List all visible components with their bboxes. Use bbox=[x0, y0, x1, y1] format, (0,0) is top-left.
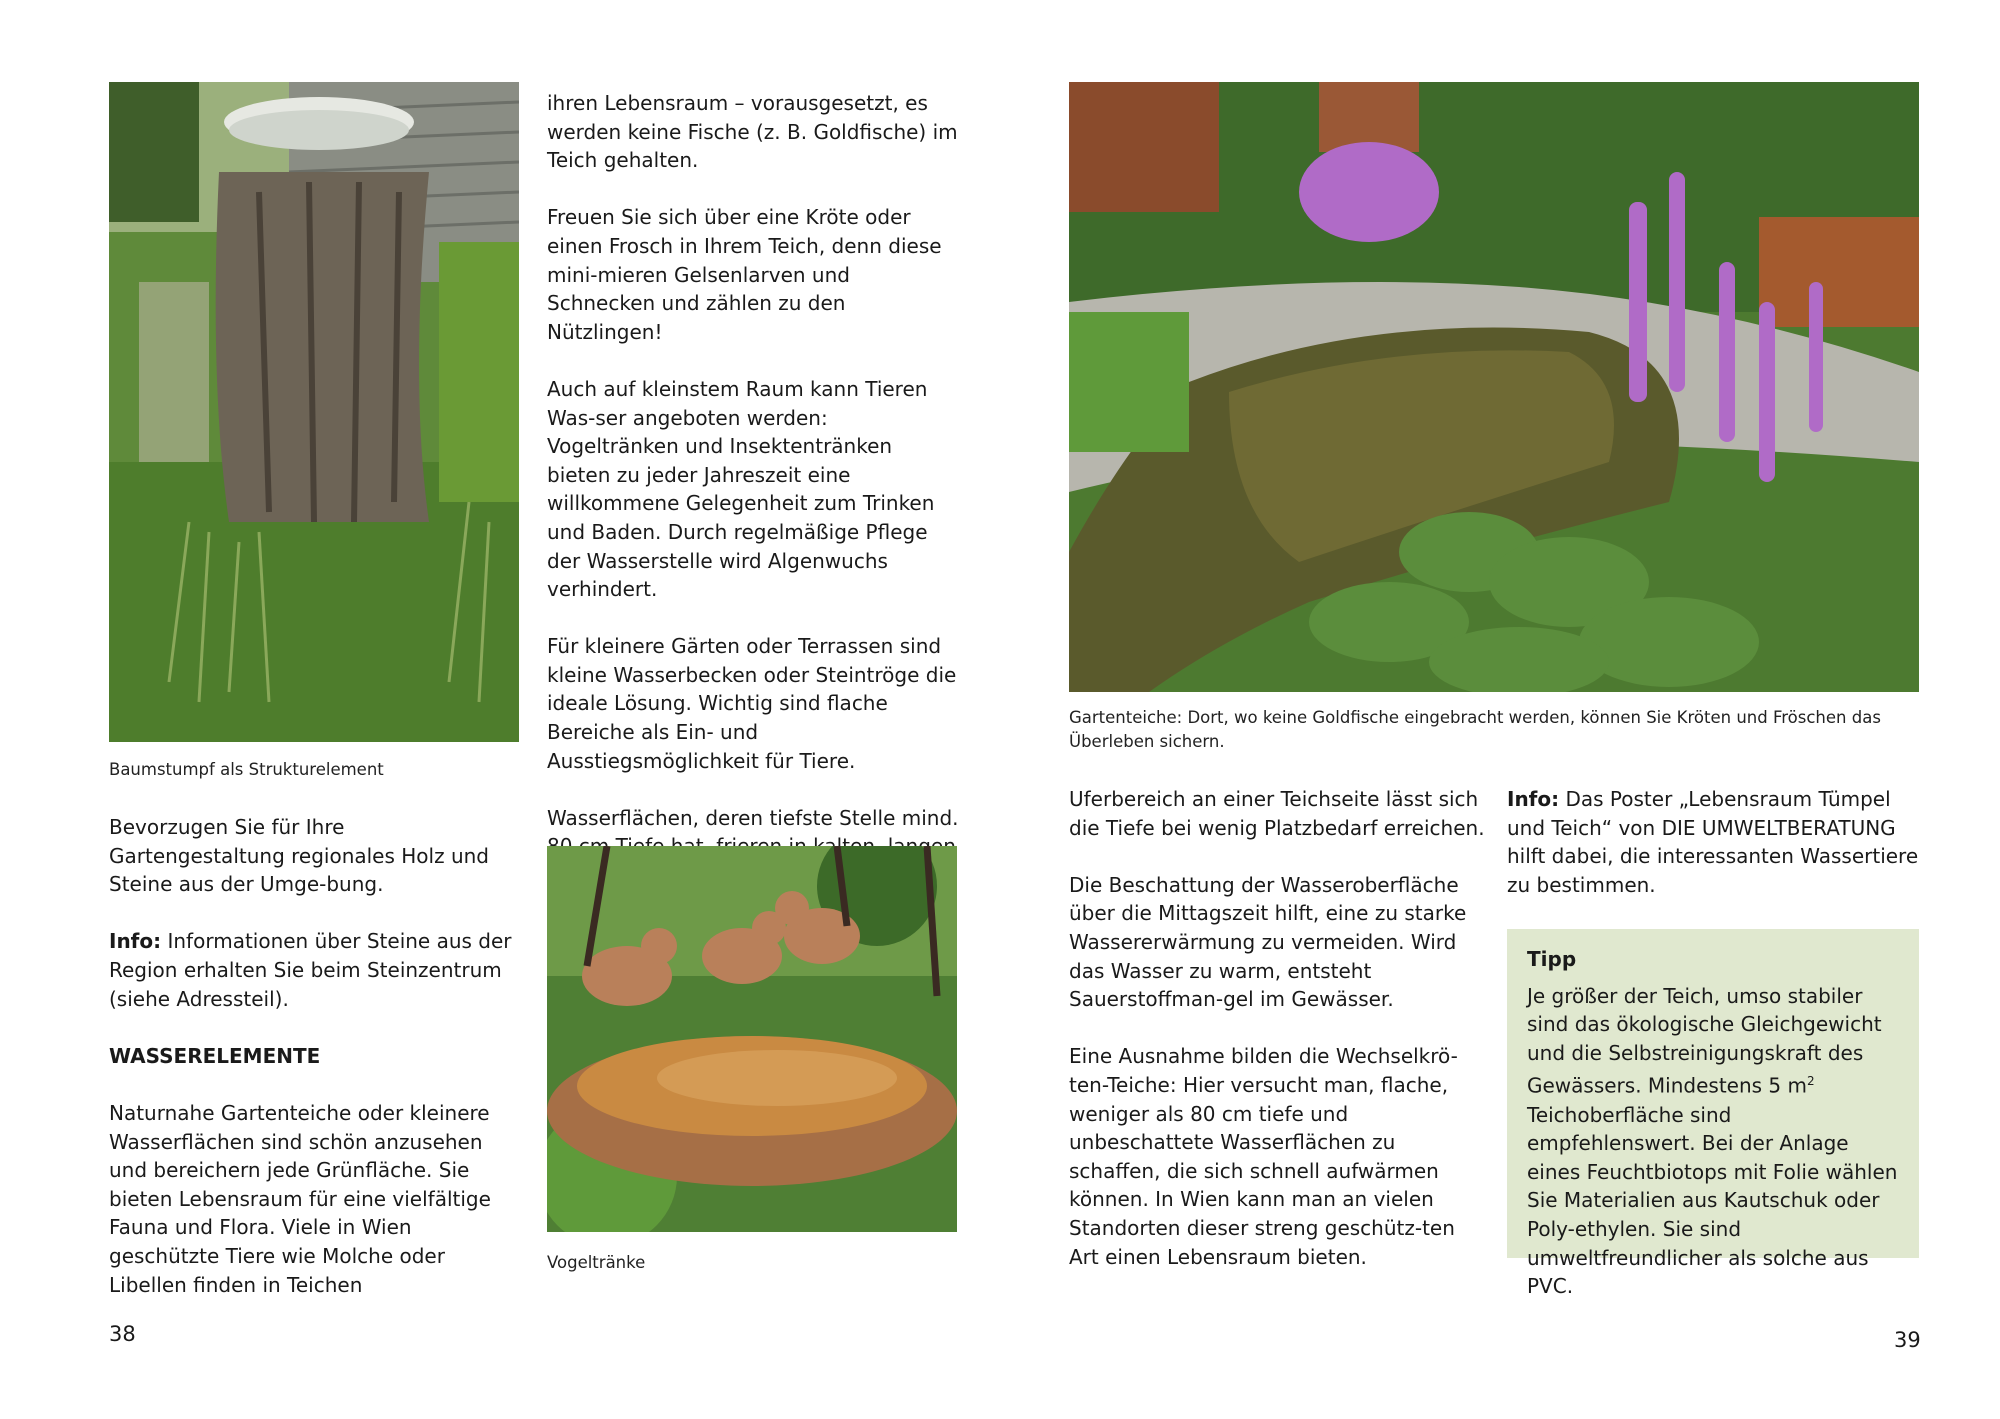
paragraph: ihren Lebensraum – vorausgesetzt, es werden keine Fische (z. B. Goldfische) im Teich gehalten. bbox=[547, 91, 958, 173]
tipp-title: Tipp bbox=[1527, 947, 1577, 971]
page-number-right: 39 bbox=[1894, 1328, 1921, 1352]
paragraph: Bevorzugen Sie für Ihre Gartengestaltung regionales Holz und Steine aus der Umge-bung. bbox=[109, 815, 489, 897]
birdbath-caption: Vogeltränke bbox=[547, 1253, 646, 1272]
heading-text: WASSERELEMENTE bbox=[109, 1043, 321, 1068]
tipp-text bbox=[1527, 982, 1899, 1301]
tree-stump-photo bbox=[109, 82, 519, 742]
right-column-2 bbox=[1507, 785, 1919, 928]
paragraph: Eine Ausnahme bilden die Wechselkrö-ten-Teiche: Hier versucht man, flache, weniger als 80 cm tiefe und unbeschattete Wasserflächen zu schaffen, die sich schnell aufwärmen können. In Wien kann man an vielen Standorten dieser streng geschütz-ten Art einen Lebensraum bieten. bbox=[1069, 1044, 1458, 1269]
paragraph: Für kleinere Gärten oder Terrassen sind kleine Wasserbecken oder Steintröge die ideale Lösung. Wichtig sind flache Bereiche als Ein- und Ausstiegsmöglichkeit für Tiere. bbox=[547, 634, 957, 773]
info-label: Info: bbox=[1507, 787, 1560, 811]
info-label: Info: bbox=[109, 929, 162, 954]
section-heading bbox=[109, 1042, 517, 1071]
tipp-box bbox=[1507, 929, 1919, 1299]
tipp-text-part: Je größer der Teich, umso stabiler sind das ökologische Gleichgewicht und die Selbstreinigungskraft des Gewässers. Mindestens 5 m bbox=[1527, 983, 1882, 1099]
info-paragraph bbox=[109, 927, 517, 1013]
paragraph: Uferbereich an einer Teichseite lässt sich die Tiefe bei wenig Platzbedarf erreichen. bbox=[1069, 787, 1485, 840]
paragraph: Auch auf kleinstem Raum kann Tieren Was-ser angeboten werden: Vogeltränken und Insektentränken bieten zu jeder Jahreszeit eine willkommene Gelegenheit zum Trinken und Baden. Durch regelmäßige Pflege der Wasserstelle wird Algenwuchs verhindert. bbox=[547, 376, 935, 602]
superscript: 2 bbox=[1807, 1074, 1815, 1089]
info-text: Das Poster „Lebensraum Tümpel und Teich“ von DIE UMWELTBERATUNG hilft dabei, die interessanten Wassertiere zu bestimmen. bbox=[1507, 787, 1919, 897]
left-column-2 bbox=[547, 89, 959, 947]
tipp-text-part: Teichoberfläche sind empfehlenswert. Bei der Anlage eines Feuchtbiotops mit Folie wählen Sie Materialien aus Kautschuk oder Poly-ethylen. Sie sind umweltfreundlicher als solche aus PVC. bbox=[1527, 1102, 1898, 1299]
info-text: Informationen über Steine aus der Region erhalten Sie beim Steinzentrum (siehe Adressteil). bbox=[109, 929, 512, 1011]
paragraph: Die Beschattung der Wasseroberfläche über die Mittagszeit hilft, eine zu starke Wassererwärmung zu vermeiden. Wird das Wasser zu warm, entsteht Sauerstoffman-gel im Gewässer. bbox=[1069, 872, 1467, 1012]
pond-photo bbox=[1069, 82, 1919, 692]
left-column-1 bbox=[109, 813, 517, 1328]
paragraph: Naturnahe Gartenteiche oder kleinere Wasserflächen sind schön anzusehen und bereichern jede Grünfläche. Sie bieten Lebensraum für eine vielfältige Fauna und Flora. Viele in Wien geschützte Tiere wie Molche oder Libellen finden in Teichen bbox=[109, 1100, 491, 1297]
page-number-left: 38 bbox=[109, 1322, 136, 1346]
bird-bath-photo bbox=[547, 846, 957, 1232]
right-column-1 bbox=[1069, 785, 1489, 1300]
paragraph: Freuen Sie sich über eine Kröte oder einen Frosch in Ihrem Teich, denn diese mini-mieren Gelsenlarven und Schnecken und zählen zu den Nützlingen! bbox=[547, 205, 942, 344]
info-paragraph bbox=[1507, 785, 1919, 899]
paragraph: Wasserflächen, deren tiefste Stelle mind. bbox=[547, 805, 959, 830]
stump-caption: Baumstumpf als Strukturelement bbox=[109, 760, 384, 779]
pond-caption: Gartenteiche: Dort, wo keine Goldfische eingebracht werden, können Sie Kröten und Fröschen das Überleben sichern. bbox=[1069, 708, 1881, 751]
